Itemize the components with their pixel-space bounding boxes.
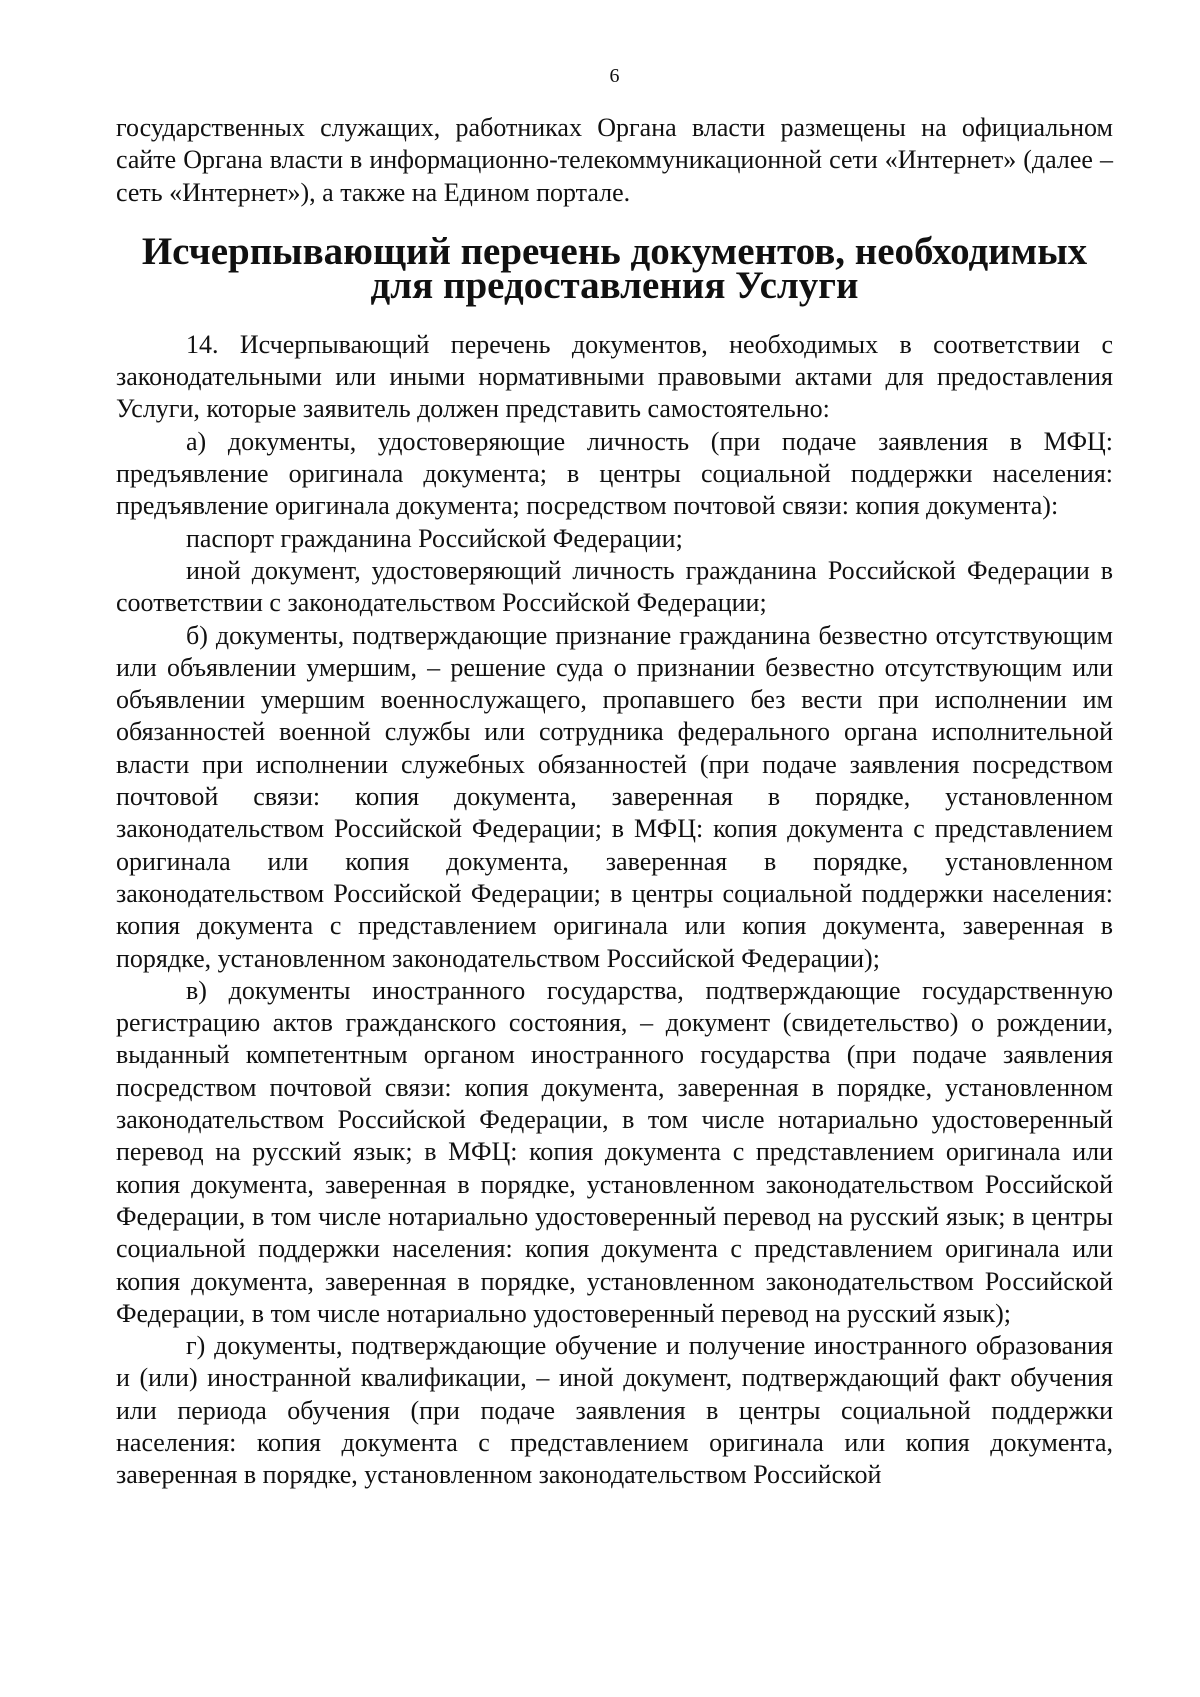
- paragraph-subitem-b: б) документы, подтверждающие признание гражданина безвестно отсутствующим или объявлении умершим, – решение суда о признании безвестно отсутствующим или объявлении умершим военнослужащего, пропавшего без вести при исполнении им обязанностей военной службы или сотрудника федерального органа исполнительной власти при исполнении служебных обязанностей (при подаче заявления посредством почтовой связи: копия документа, заверенная в порядке, установленном законодательством Российской Федерации; в МФЦ: копия документа с представлением оригинала или копия документа, заверенная в порядке, установленном законодательством Российской Федерации; в центры социальной поддержки населения: копия документа с представлением оригинала или копия документа, заверенная в порядке, установленном законодательством Российской Федерации);: [116, 620, 1113, 973]
- paragraph-other-id-document: иной документ, удостоверяющий личность гражданина Российской Федерации в соответствии с законодательством Российской Федерации;: [116, 555, 1113, 618]
- intro-paragraph: государственных служащих, работниках Органа власти размещены на официальном сайте Органа власти в информационно-телекоммуникационной сети «Интернет» (далее – сеть «Интернет»), а также на Едином портале.: [116, 113, 1113, 207]
- paragraph-subitem-g: г) документы, подтверждающие обучение и получение иностранного образования и (или) иностранной квалификации, – иной документ, подтверждающий факт обучения или периода обучения (при подаче заявления в центры социальной поддержки населения: копия документа с представлением оригинала или копия документа, заверенная в порядке, установленном законодательством Российской: [116, 1331, 1113, 1490]
- page-number: 6: [609, 65, 620, 87]
- paragraph-item-14: 14. Исчерпывающий перечень документов, необходимых в соответствии с законодательными или иными нормативными правовыми актами для предоставления Услуги, которые заявитель должен представить самостоятельно:: [116, 329, 1113, 424]
- section-heading: Исчерпывающий перечень документов, необходимых для предоставления Услуги: [141, 229, 1088, 307]
- paragraph-passport: паспорт гражданина Российской Федерации;: [186, 523, 683, 553]
- paragraph-subitem-a: а) документы, удостоверяющие личность (при подаче заявления в МФЦ: предъявление оригинала документа; в центры социальной поддержки населения: предъявление оригинала документа; посредством почтовой связи: копия документа):: [116, 426, 1113, 521]
- paragraph-subitem-v: в) документы иностранного государства, подтверждающие государственную регистрацию актов гражданского состояния, – документ (свидетельство) о рождении, выданный компетентным органом иностранного государства (при подаче заявления посредством почтовой связи: копия документа, заверенная в порядке, установленном законодательством Российской Федерации, в том числе нотариально удостоверенный перевод на русский язык; в МФЦ: копия документа с представлением оригинала или копия документа, заверенная в порядке, установленном законодательством Российской Федерации, в том числе нотариально удостоверенный перевод на русский язык; в центры социальной поддержки населения: копия документа с представлением оригинала или копия документа, заверенная в порядке, установленном законодательством Российской Федерации, в том числе нотариально удостоверенный перевод на русский язык);: [116, 975, 1113, 1328]
